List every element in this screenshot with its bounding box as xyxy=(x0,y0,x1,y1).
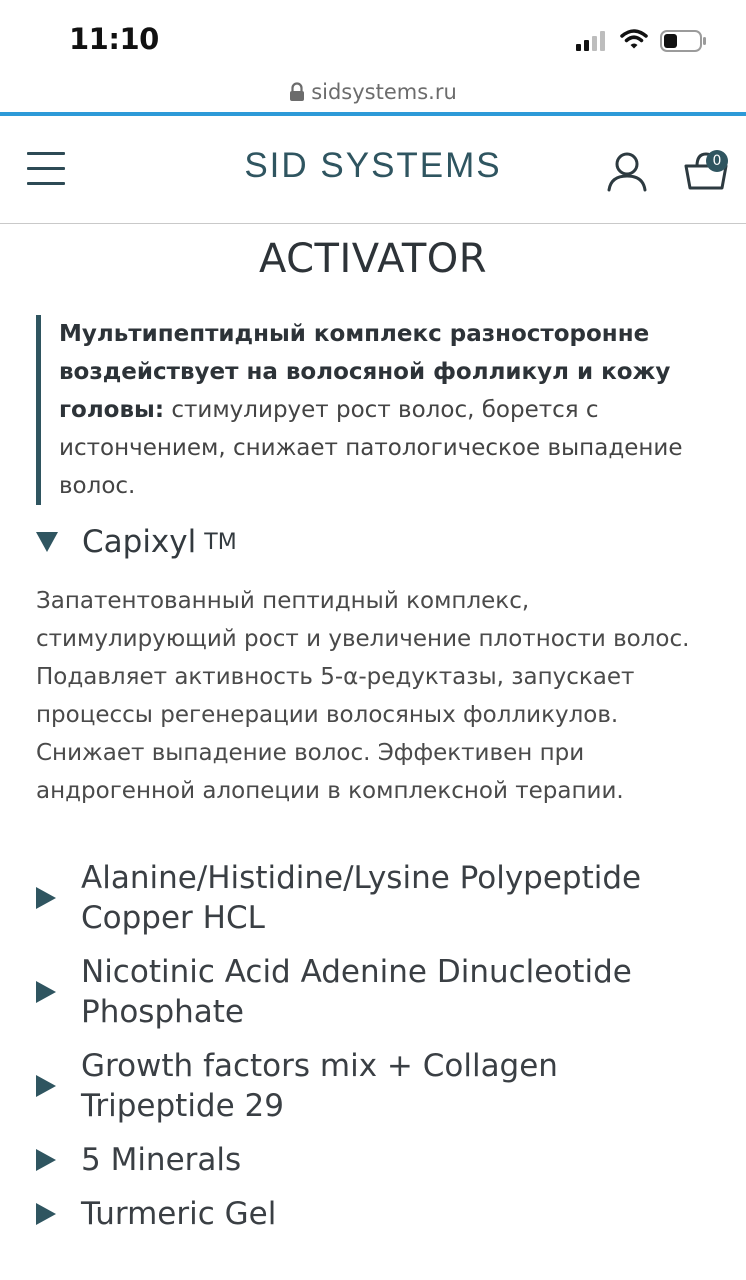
triangle-right-icon xyxy=(36,1149,56,1171)
accordion-label: 5 Minerals xyxy=(81,1142,242,1178)
status-time: 11:10 xyxy=(69,22,159,56)
address-bar[interactable] xyxy=(0,78,746,112)
accordion-item[interactable] xyxy=(36,858,716,938)
trademark-sup: TM xyxy=(204,529,237,555)
site-logo[interactable]: SID SYSTEMS xyxy=(244,146,502,185)
accordion-label: Capixyl xyxy=(82,524,197,560)
triangle-down-icon xyxy=(36,532,58,552)
accordion-label: Turmeric Gel xyxy=(81,1196,277,1232)
user-account-icon[interactable] xyxy=(606,150,648,192)
intro-text: стимулирует рост волос, борется с истончением, снижает патологическое выпадение волос. xyxy=(59,397,683,499)
accordion-item[interactable] xyxy=(36,1140,716,1180)
cart-button[interactable] xyxy=(684,148,728,190)
url-text: sidsystems.ru xyxy=(311,80,457,104)
battery-icon xyxy=(660,30,708,52)
accordion-item[interactable] xyxy=(36,1194,716,1234)
accordion-label: Nicotinic Acid Adenine Dinucleotide Phosphate xyxy=(81,954,632,1030)
signal-icon xyxy=(576,31,608,51)
triangle-right-icon xyxy=(36,1203,56,1225)
page-title: ACTIVATOR xyxy=(258,236,488,282)
accordion-label: Alanine/Histidine/Lysine Polypeptide Copper HCL xyxy=(81,860,642,936)
intro-bold-text: Мультипептидный комплекс разносторонне воздействует на волосяной фолликул и кожу головы: xyxy=(59,321,671,423)
lock-icon xyxy=(289,82,305,102)
accordion-capixyl-body: Запатентованный пептидный комплекс, стимулирующий рост и увеличение плотности волос. Подавляет активность 5-α-редуктазы, запускает процессы регенерации волосяных фолликулов. Снижает выпадение волос. Эффективен при андрогенной алопеции в комплексной терапии. xyxy=(36,588,690,804)
site-header xyxy=(0,116,746,224)
triangle-right-icon xyxy=(36,887,56,909)
triangle-right-icon xyxy=(36,981,56,1003)
status-bar xyxy=(0,0,746,78)
wifi-icon xyxy=(620,28,648,50)
accordion-label: Growth factors mix + Collagen Tripeptide 29 xyxy=(81,1048,558,1124)
accordion-capixyl-header[interactable] xyxy=(36,524,237,560)
intro-quote xyxy=(36,315,696,505)
cart-count-badge: 0 xyxy=(706,150,728,172)
accordion-item[interactable] xyxy=(36,1046,716,1126)
accordion-item[interactable] xyxy=(36,952,716,1032)
triangle-right-icon xyxy=(36,1075,56,1097)
